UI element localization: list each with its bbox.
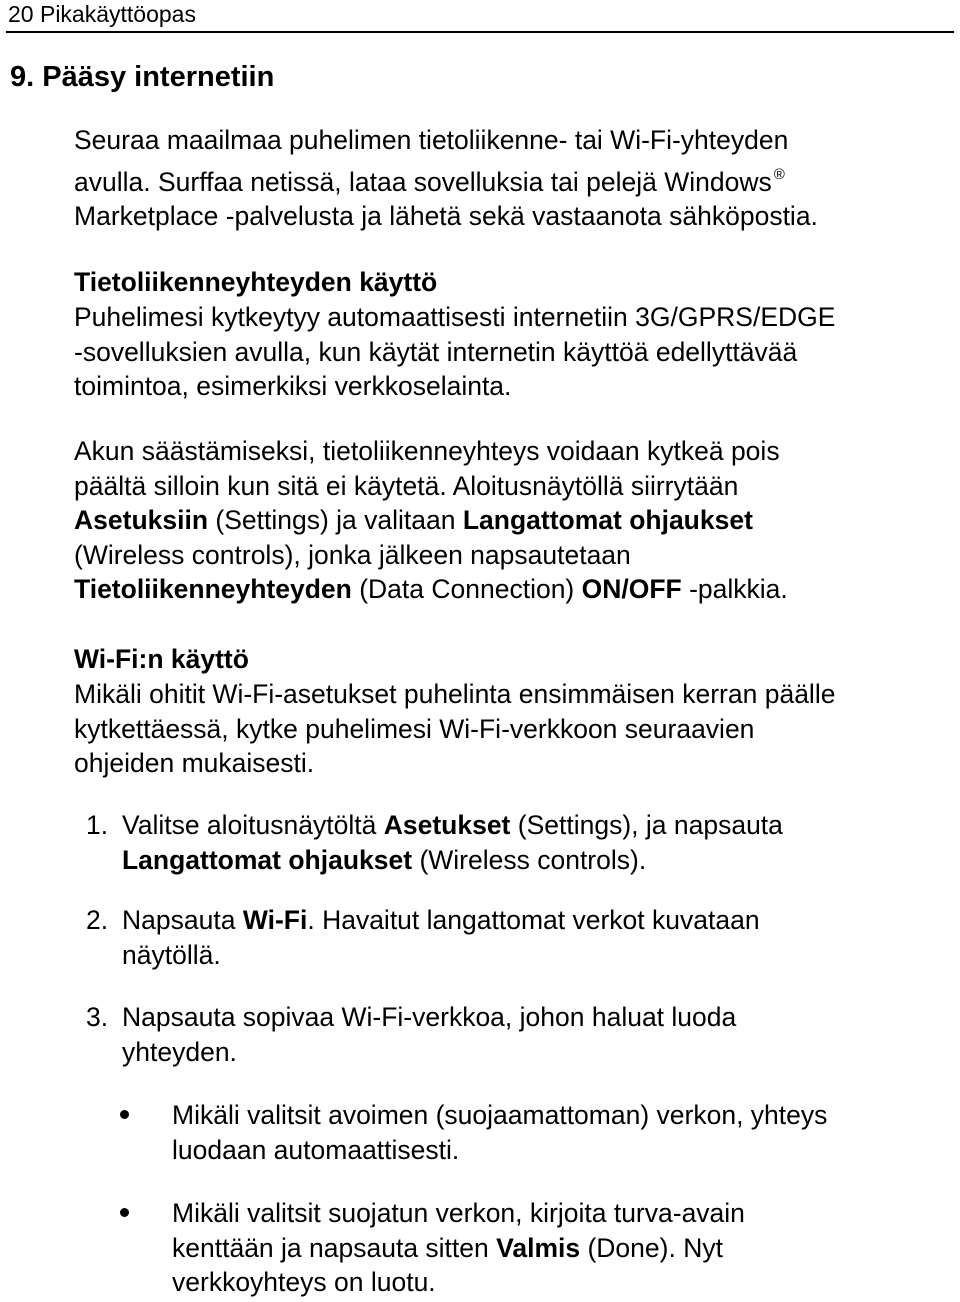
paragraph-line: Mikäli ohitit Wi-Fi-asetukset puhelinta ensimmäisen kerran päälle: [74, 679, 836, 709]
paragraph-line: toimintoa, esimerkiksi verkkoselainta.: [74, 371, 512, 401]
intro-line: Marketplace -palvelusta ja lähetä sekä vastaanota sähköpostia.: [74, 201, 818, 231]
step-number: 2.: [86, 905, 109, 935]
list-item: [86, 1000, 737, 1067]
section-heading-data-connection: Tietoliikenneyhteyden käyttö: [74, 267, 438, 297]
paragraph-line: Tietoliikenneyhteyden (Data Connection) ON/OFF -palkkia.: [74, 574, 788, 604]
data-connection-paragraph-2: [74, 434, 788, 607]
wireless-controls-term: Langattomat ohjaukset: [122, 844, 413, 875]
wifi-paragraph: [74, 677, 835, 781]
section-heading-wifi: Wi-Fi:n käyttö: [74, 644, 249, 674]
paragraph-line: Akun säästämiseksi, tietoliikenneyhteys voidaan kytkeä pois: [74, 436, 780, 466]
settings-term: Asetuksiin: [74, 505, 209, 535]
bullet-text: Mikäli valitsit avoimen (suojaamattoman) verkon, yhteys luodaan automaattisesti.: [172, 1100, 828, 1165]
intro-paragraph: [74, 123, 818, 234]
running-header: 20 Pikakäyttöopas: [8, 1, 196, 27]
settings-term: Asetukset: [383, 810, 511, 840]
bullet-text: Mikäli valitsit suojatun verkon, kirjoita turva-avain kenttään ja napsauta sitten Valmis (Done). Nyt verkkoyhteys on luotu.: [172, 1198, 745, 1297]
intro-line: avulla. Surffaa netissä, lataa sovelluksia tai pelejä Windows ®: [74, 165, 785, 197]
paragraph-line: Puhelimesi kytkeytyy automaattisesti internetiin 3G/GPRS/EDGE: [74, 302, 836, 332]
paragraph-line: Asetuksiin (Settings) ja valitaan Langattomat ohjaukset: [74, 505, 753, 535]
registered-mark: ®: [773, 165, 785, 183]
bullet-icon: [120, 1110, 129, 1119]
wifi-term: Wi-Fi: [242, 905, 308, 935]
paragraph-line: päältä silloin kun sitä ei käytetä. Aloitusnäytöllä siirrytään: [74, 470, 739, 501]
header-rule: [6, 31, 954, 33]
data-connection-term: Tietoliikenneyhteyden: [74, 574, 352, 604]
on-off-term: ON/OFF: [581, 574, 682, 604]
intro-line: Seuraa maailmaa puhelimen tietoliikenne- tai Wi-Fi-yhteyden: [74, 125, 789, 155]
chapter-title: 9. Pääsy internetiin: [10, 61, 275, 93]
paragraph-line: -sovelluksien avulla, kun käytät internetin käyttöä edellyttävää: [74, 336, 798, 367]
wireless-controls-term: Langattomat ohjaukset: [462, 505, 753, 535]
paragraph-line: (Wireless controls), jonka jälkeen napsautetaan: [74, 539, 631, 570]
paragraph-line: ohjeiden mukaisesti.: [74, 748, 315, 778]
paragraph-line: kytkettäessä, kytke puhelimesi Wi-Fi-verkkoon seuraavien: [74, 713, 755, 744]
step-text: Napsauta Wi-Fi. Havaitut langattomat verkot kuvataan näytöllä.: [122, 905, 760, 970]
step-text: Valitse aloitusnäytöltä Asetukset (Settings), ja napsauta Langattomat ohjaukset (Wireless controls).: [122, 810, 783, 875]
done-term: Valmis: [496, 1232, 581, 1263]
list-item: [86, 808, 783, 875]
data-connection-paragraph-1: [74, 300, 835, 404]
bullet-icon: [120, 1208, 129, 1217]
step-number: 1.: [86, 810, 109, 840]
step-number: 3.: [86, 1002, 109, 1032]
step-text: Napsauta sopivaa Wi-Fi-verkkoa, johon haluat luoda yhteyden.: [122, 1002, 737, 1067]
list-item: [86, 903, 760, 970]
